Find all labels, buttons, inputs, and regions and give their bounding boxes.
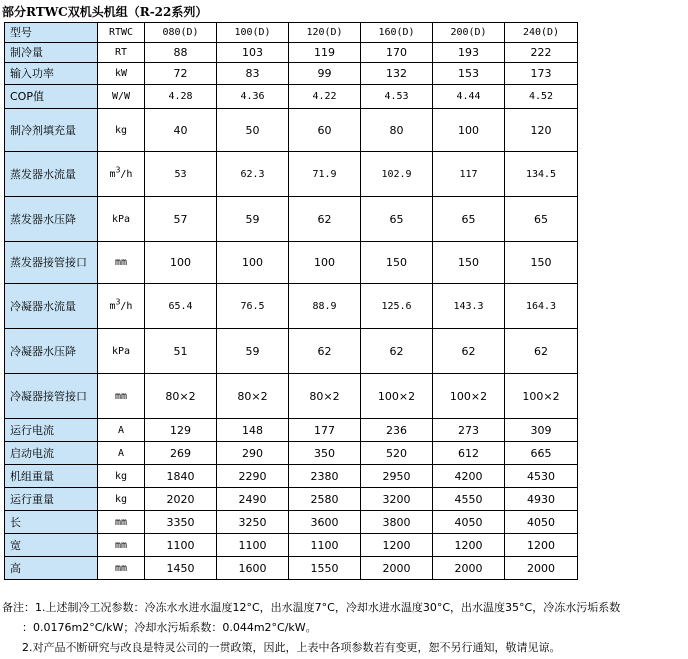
value-cell: 520 [361, 442, 433, 465]
unit-cell: mm [98, 534, 145, 557]
row-label-cell: 启动电流 [5, 442, 98, 465]
value-cell: 143.3 [433, 284, 505, 329]
value-cell: 88.9 [289, 284, 361, 329]
value-cell: 62 [361, 329, 433, 374]
value-cell: 71.9 [289, 152, 361, 197]
notes [2, 598, 620, 658]
table-row [5, 557, 578, 580]
value-cell: 83 [217, 63, 289, 85]
value-cell: 4.36 [217, 85, 289, 109]
model-cell: 080(D) [145, 23, 217, 43]
value-cell: 2490 [217, 488, 289, 511]
row-label-cell: 长 [5, 511, 98, 534]
unit-superscript: 3 [115, 297, 121, 307]
value-cell: 4.22 [289, 85, 361, 109]
table-row [5, 488, 578, 511]
value-cell: 2020 [145, 488, 217, 511]
note-line-3: 2.对产品不断研究与改良是特灵公司的一贯政策，因此，上表中各项参数若有变更，恕不另行通知，敬请见谅。 [22, 641, 561, 654]
value-cell: 2000 [505, 557, 578, 580]
value-cell: 4050 [505, 511, 578, 534]
unit-cell: mm [98, 242, 145, 284]
value-cell: 273 [433, 419, 505, 442]
row-label-cell: 运行电流 [5, 419, 98, 442]
value-cell: 193 [433, 43, 505, 63]
value-cell: 153 [433, 63, 505, 85]
value-cell: 3250 [217, 511, 289, 534]
table-row [5, 329, 578, 374]
unit-superscript: 3 [115, 165, 121, 175]
table-row [5, 284, 578, 329]
value-cell: 4.53 [361, 85, 433, 109]
table-row [5, 85, 578, 109]
unit-cell: kW [98, 63, 145, 85]
unit-cell: W/W [98, 85, 145, 109]
value-cell: 290 [217, 442, 289, 465]
unit-cell: mm [98, 374, 145, 419]
value-cell: 120 [505, 109, 578, 152]
table-body [5, 23, 578, 580]
value-cell: 65 [433, 197, 505, 242]
value-cell: 40 [145, 109, 217, 152]
value-cell: 1450 [145, 557, 217, 580]
value-cell: 1600 [217, 557, 289, 580]
value-cell: 59 [217, 329, 289, 374]
value-cell: 4.52 [505, 85, 578, 109]
value-cell: 125.6 [361, 284, 433, 329]
value-cell: 76.5 [217, 284, 289, 329]
value-cell: 53 [145, 152, 217, 197]
table-row [5, 534, 578, 557]
row-label-cell: 冷凝器接管接口 [5, 374, 98, 419]
model-cell: 100(D) [217, 23, 289, 43]
model-cell: 200(D) [433, 23, 505, 43]
row-label-cell: 冷凝器水流量 [5, 284, 98, 329]
value-cell: 1100 [217, 534, 289, 557]
value-cell: 350 [289, 442, 361, 465]
table-row [5, 152, 578, 197]
spec-table [4, 22, 578, 580]
model-cell: 240(D) [505, 23, 578, 43]
value-cell: 2000 [361, 557, 433, 580]
row-label-cell: 制冷量 [5, 43, 98, 63]
header-unit-cell: RTWC [98, 23, 145, 43]
table-row [5, 197, 578, 242]
value-cell: 65.4 [145, 284, 217, 329]
row-label-cell: 蒸发器水流量 [5, 152, 98, 197]
row-label-cell: 运行重量 [5, 488, 98, 511]
row-label-cell: 输入功率 [5, 63, 98, 85]
value-cell: 80×2 [289, 374, 361, 419]
value-cell: 3800 [361, 511, 433, 534]
unit-cell: kg [98, 109, 145, 152]
value-cell: 222 [505, 43, 578, 63]
value-cell: 4550 [433, 488, 505, 511]
note-line-2: ：0.0176m2°C/kW；冷却水污垢系数：0.044m2°C/kW。 [22, 621, 317, 634]
value-cell: 2380 [289, 465, 361, 488]
value-cell: 612 [433, 442, 505, 465]
model-cell: 120(D) [289, 23, 361, 43]
value-cell: 102.9 [361, 152, 433, 197]
value-cell: 1200 [433, 534, 505, 557]
value-cell: 4930 [505, 488, 578, 511]
value-cell: 80×2 [145, 374, 217, 419]
table-row [5, 242, 578, 284]
value-cell: 2290 [217, 465, 289, 488]
value-cell: 173 [505, 63, 578, 85]
value-cell: 65 [361, 197, 433, 242]
value-cell: 150 [433, 242, 505, 284]
value-cell: 65 [505, 197, 578, 242]
row-label-cell: 蒸发器水压降 [5, 197, 98, 242]
value-cell: 80×2 [217, 374, 289, 419]
value-cell: 4530 [505, 465, 578, 488]
value-cell: 100×2 [433, 374, 505, 419]
table-row [5, 374, 578, 419]
value-cell: 100 [433, 109, 505, 152]
value-cell: 2950 [361, 465, 433, 488]
value-cell: 51 [145, 329, 217, 374]
value-cell: 50 [217, 109, 289, 152]
value-cell: 72 [145, 63, 217, 85]
value-cell: 100×2 [361, 374, 433, 419]
table-row [5, 63, 578, 85]
table-row [5, 465, 578, 488]
value-cell: 150 [361, 242, 433, 284]
value-cell: 80 [361, 109, 433, 152]
row-label-cell: 宽 [5, 534, 98, 557]
value-cell: 117 [433, 152, 505, 197]
unit-cell: kg [98, 488, 145, 511]
row-label-cell: 冷凝器水压降 [5, 329, 98, 374]
value-cell: 3200 [361, 488, 433, 511]
value-cell: 1100 [145, 534, 217, 557]
value-cell: 62 [289, 329, 361, 374]
value-cell: 269 [145, 442, 217, 465]
unit-cell: kPa [98, 329, 145, 374]
value-cell: 132 [361, 63, 433, 85]
value-cell: 170 [361, 43, 433, 63]
value-cell: 150 [505, 242, 578, 284]
header-row [5, 23, 578, 43]
value-cell: 88 [145, 43, 217, 63]
value-cell: 100 [145, 242, 217, 284]
unit-cell: RT [98, 43, 145, 63]
value-cell: 1840 [145, 465, 217, 488]
row-label-cell: COP值 [5, 85, 98, 109]
table-row [5, 419, 578, 442]
value-cell: 164.3 [505, 284, 578, 329]
value-cell: 1550 [289, 557, 361, 580]
page-title: 部分RTWC双机头机组（R-22系列） [2, 5, 208, 19]
value-cell: 236 [361, 419, 433, 442]
value-cell: 62 [289, 197, 361, 242]
value-cell: 57 [145, 197, 217, 242]
unit-cell: A [98, 419, 145, 442]
value-cell: 4.44 [433, 85, 505, 109]
value-cell: 134.5 [505, 152, 578, 197]
note-line-1: 备注：1.上述制冷工况参数：冷冻水水进水温度12°C，出水温度7°C，冷却水进水温度30°C，出水温度35°C，冷冻水污垢系数 [2, 601, 621, 614]
value-cell: 60 [289, 109, 361, 152]
value-cell: 62 [505, 329, 578, 374]
value-cell: 4200 [433, 465, 505, 488]
value-cell: 103 [217, 43, 289, 63]
table-row [5, 442, 578, 465]
value-cell: 3350 [145, 511, 217, 534]
value-cell: 3600 [289, 511, 361, 534]
value-cell: 62.3 [217, 152, 289, 197]
table-row [5, 511, 578, 534]
table-row [5, 43, 578, 63]
table-row [5, 109, 578, 152]
value-cell: 100 [217, 242, 289, 284]
unit-cell: $m^3/h$ [98, 284, 145, 329]
row-label-cell: 蒸发器接管接口 [5, 242, 98, 284]
value-cell: 148 [217, 419, 289, 442]
value-cell: 4.28 [145, 85, 217, 109]
unit-cell: $m^3/h$ [98, 152, 145, 197]
value-cell: 62 [433, 329, 505, 374]
value-cell: 119 [289, 43, 361, 63]
unit-cell: A [98, 442, 145, 465]
header-label-cell: 型号 [5, 23, 98, 43]
unit-cell: mm [98, 511, 145, 534]
value-cell: 665 [505, 442, 578, 465]
row-label-cell: 机组重量 [5, 465, 98, 488]
value-cell: 1200 [361, 534, 433, 557]
value-cell: 1200 [505, 534, 578, 557]
value-cell: 59 [217, 197, 289, 242]
value-cell: 100×2 [505, 374, 578, 419]
value-cell: 99 [289, 63, 361, 85]
unit-cell: mm [98, 557, 145, 580]
value-cell: 2000 [433, 557, 505, 580]
row-label-cell: 高 [5, 557, 98, 580]
row-label-cell: 制冷剂填充量 [5, 109, 98, 152]
value-cell: 4050 [433, 511, 505, 534]
model-cell: 160(D) [361, 23, 433, 43]
value-cell: 129 [145, 419, 217, 442]
unit-cell: kPa [98, 197, 145, 242]
value-cell: 309 [505, 419, 578, 442]
unit-cell: kg [98, 465, 145, 488]
value-cell: 177 [289, 419, 361, 442]
value-cell: 1100 [289, 534, 361, 557]
value-cell: 100 [289, 242, 361, 284]
value-cell: 2580 [289, 488, 361, 511]
